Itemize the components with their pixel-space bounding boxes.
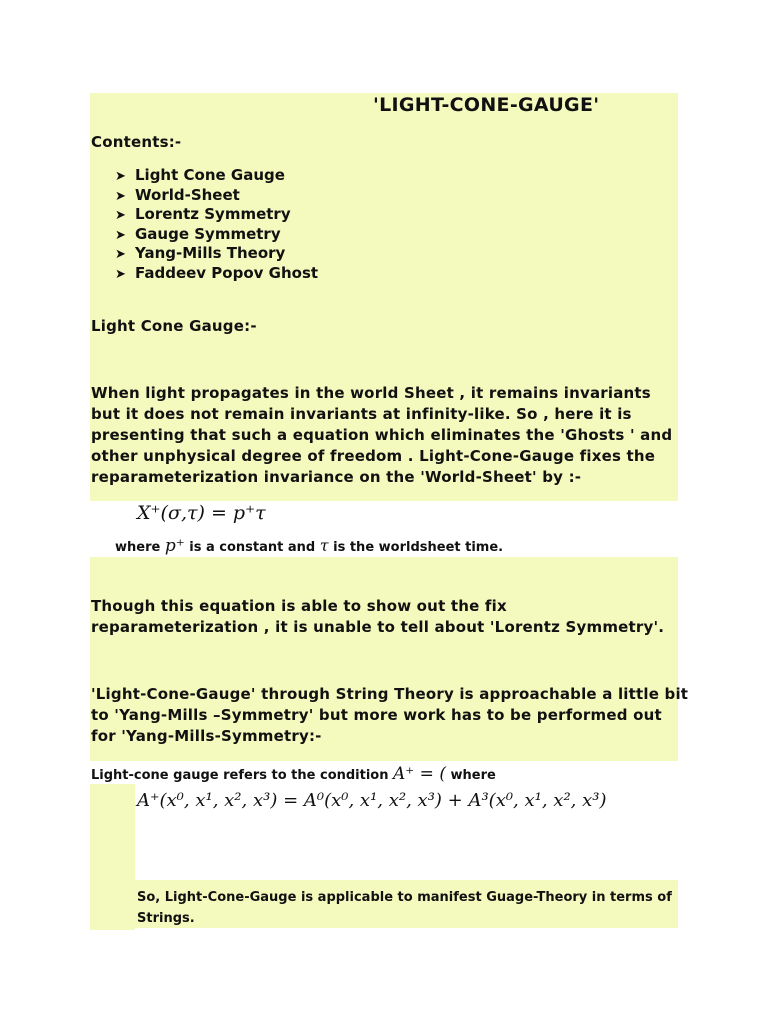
paragraph-line: presenting that such a equation which eliminates the 'Ghosts ' and bbox=[91, 426, 673, 444]
toc-item bbox=[115, 205, 318, 225]
toc-item bbox=[115, 225, 318, 245]
toc-item-label: World-Sheet bbox=[135, 185, 240, 204]
highlight-block-side bbox=[90, 784, 135, 930]
toc-item-label: Lorentz Symmetry bbox=[135, 205, 291, 223]
toc-item-label: Gauge Symmetry bbox=[135, 224, 281, 243]
toc-item bbox=[115, 244, 318, 264]
condition-line bbox=[91, 764, 496, 784]
where-suffix: is the worldsheet time. bbox=[333, 540, 504, 555]
equation-worldsheet-gauge: X⁺(σ,τ) = p⁺τ bbox=[137, 502, 266, 524]
paragraph-yang-mills bbox=[91, 684, 688, 747]
paragraph-line: reparameterization invariance on the 'World-Sheet' by :- bbox=[91, 468, 582, 486]
toc-item-label: Light Cone Gauge bbox=[135, 166, 285, 184]
paragraph-intro bbox=[91, 383, 672, 488]
arrow-bullet-icon: ➤ bbox=[115, 227, 126, 243]
paragraph-line: Though this equation is able to show out the fix bbox=[91, 597, 507, 615]
where-prefix: where bbox=[115, 540, 161, 555]
paragraph-line: When light propagates in the world Sheet , it remains invariants bbox=[91, 384, 651, 402]
conclusion bbox=[137, 887, 672, 929]
paragraph-line: to 'Yang-Mills –Symmetry' but more work has to be performed out bbox=[91, 706, 662, 724]
arrow-bullet-icon: ➤ bbox=[115, 247, 126, 262]
conclusion-line: Strings. bbox=[137, 911, 195, 926]
table-of-contents bbox=[115, 166, 318, 283]
momentum-symbol: p⁺ bbox=[164, 536, 185, 556]
arrow-bullet-icon: ➤ bbox=[115, 208, 126, 223]
conclusion-line: So, Light-Cone-Gauge is applicable to manifest Guage-Theory in terms of bbox=[137, 890, 672, 905]
arrow-bullet-icon: ➤ bbox=[115, 169, 126, 184]
equation-gauge-field: A⁺(x⁰, x¹, x², x³) = A⁰(x⁰, x¹, x², x³) + A³(x⁰, x¹, x², x³) bbox=[137, 790, 607, 811]
toc-item bbox=[115, 264, 318, 284]
page-title: 'LIGHT-CONE-GAUGE' bbox=[373, 94, 600, 116]
paragraph-line: reparameterization , it is unable to tell about 'Lorentz Symmetry'. bbox=[91, 618, 665, 636]
toc-item-label: Yang-Mills Theory bbox=[135, 244, 286, 262]
arrow-bullet-icon: ➤ bbox=[115, 188, 126, 204]
condition-suffix: where bbox=[450, 768, 496, 783]
paragraph-lorentz bbox=[91, 596, 664, 638]
where-middle: is a constant and bbox=[189, 540, 316, 555]
contents-heading: Contents:- bbox=[91, 133, 182, 151]
toc-item-label: Faddeev Popov Ghost bbox=[135, 263, 319, 282]
arrow-bullet-icon: ➤ bbox=[115, 266, 126, 282]
paragraph-line: other unphysical degree of freedom . Light-Cone-Gauge fixes the bbox=[91, 447, 656, 465]
paragraph-line: for 'Yang-Mills-Symmetry:- bbox=[91, 727, 322, 745]
toc-item bbox=[115, 166, 318, 186]
tau-symbol: τ bbox=[319, 536, 329, 555]
toc-item bbox=[115, 186, 318, 206]
condition-prefix: Light-cone gauge refers to the condition bbox=[91, 768, 389, 783]
where-line bbox=[115, 536, 503, 556]
condition-equation: A⁺ = ( bbox=[393, 764, 446, 784]
paragraph-line: 'Light-Cone-Gauge' through String Theory is approachable a little bit bbox=[91, 685, 689, 703]
paragraph-line: but it does not remain invariants at infinity-like. So , here it is bbox=[91, 405, 632, 423]
section-heading: Light Cone Gauge:- bbox=[91, 317, 257, 335]
